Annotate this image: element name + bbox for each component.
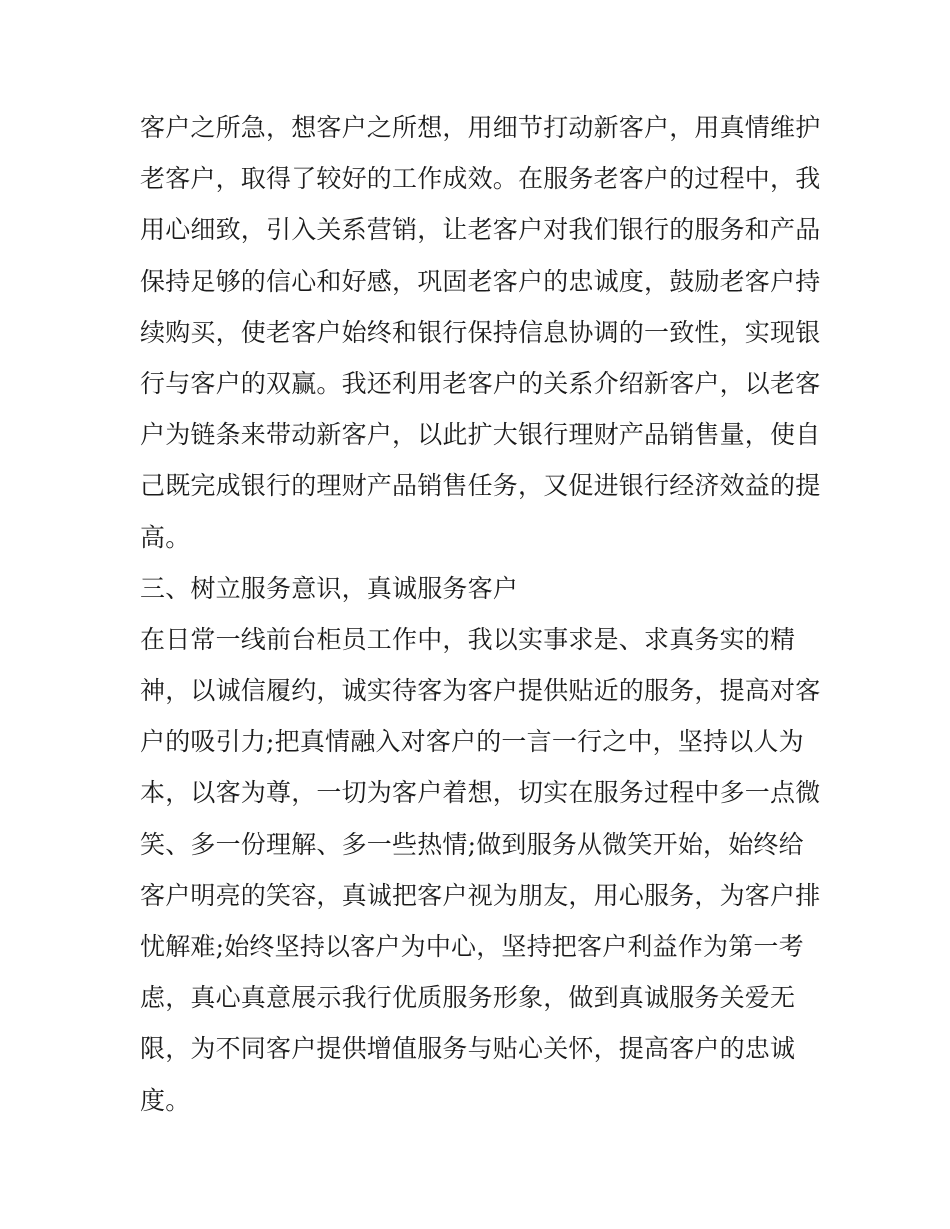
- text-line: 行与客户的双赢。我还利用老客户的关系介绍新客户，以老客: [140, 368, 821, 398]
- text-line: 户的吸引力;把真情融入对客户的一言一行之中，坚持以人为: [140, 727, 804, 757]
- text-line: 虑，真心真意展示我行优质服务形象，做到真诚服务关爱无: [140, 983, 796, 1013]
- text-line: 己既完成银行的理财产品销售任务，又促进银行经济效益的提: [140, 471, 821, 501]
- text-line: 本，以客为尊，一切为客户着想，切实在服务过程中多一点微: [140, 778, 821, 808]
- text-line: 客户之所急，想客户之所想，用细节打动新客户，用真情维护: [140, 113, 821, 142]
- section-heading: 三、树立服务意识，真诚服务客户: [140, 573, 519, 603]
- text-line: 度。: [140, 1085, 191, 1115]
- text-line: 高。: [140, 522, 191, 552]
- document-body: [140, 102, 820, 1126]
- text-line: 户为链条来带动新客户，以此扩大银行理财产品销售量，使自: [140, 420, 821, 450]
- text-line: 笑、多一份理解、多一些热情;做到服务从微笑开始，始终给: [140, 829, 804, 859]
- text-line: 老客户，取得了较好的工作成效。在服务老客户的过程中，我: [140, 164, 821, 194]
- text-line: 续购买，使老客户始终和银行保持信息协调的一致性，实现银: [140, 317, 821, 347]
- text-line: 限，为不同客户提供增值服务与贴心关怀，提高客户的忠诚: [140, 1034, 796, 1064]
- text-line: 用心细致，引入关系营销，让老客户对我们银行的服务和产品: [140, 215, 821, 245]
- text-line: 神，以诚信履约，诚实待客为客户提供贴近的服务，提高对客: [140, 676, 821, 706]
- text-line: 在日常一线前台柜员工作中，我以实事求是、求真务实的精: [140, 624, 796, 654]
- text-line: 忧解难;始终坚持以客户为中心，坚持把客户利益作为第一考: [140, 932, 804, 961]
- text-line: 客户明亮的笑容，真诚把客户视为朋友，用心服务，为客户排: [140, 880, 821, 910]
- text-line: 保持足够的信心和好感，巩固老客户的忠诚度，鼓励老客户持: [140, 266, 821, 296]
